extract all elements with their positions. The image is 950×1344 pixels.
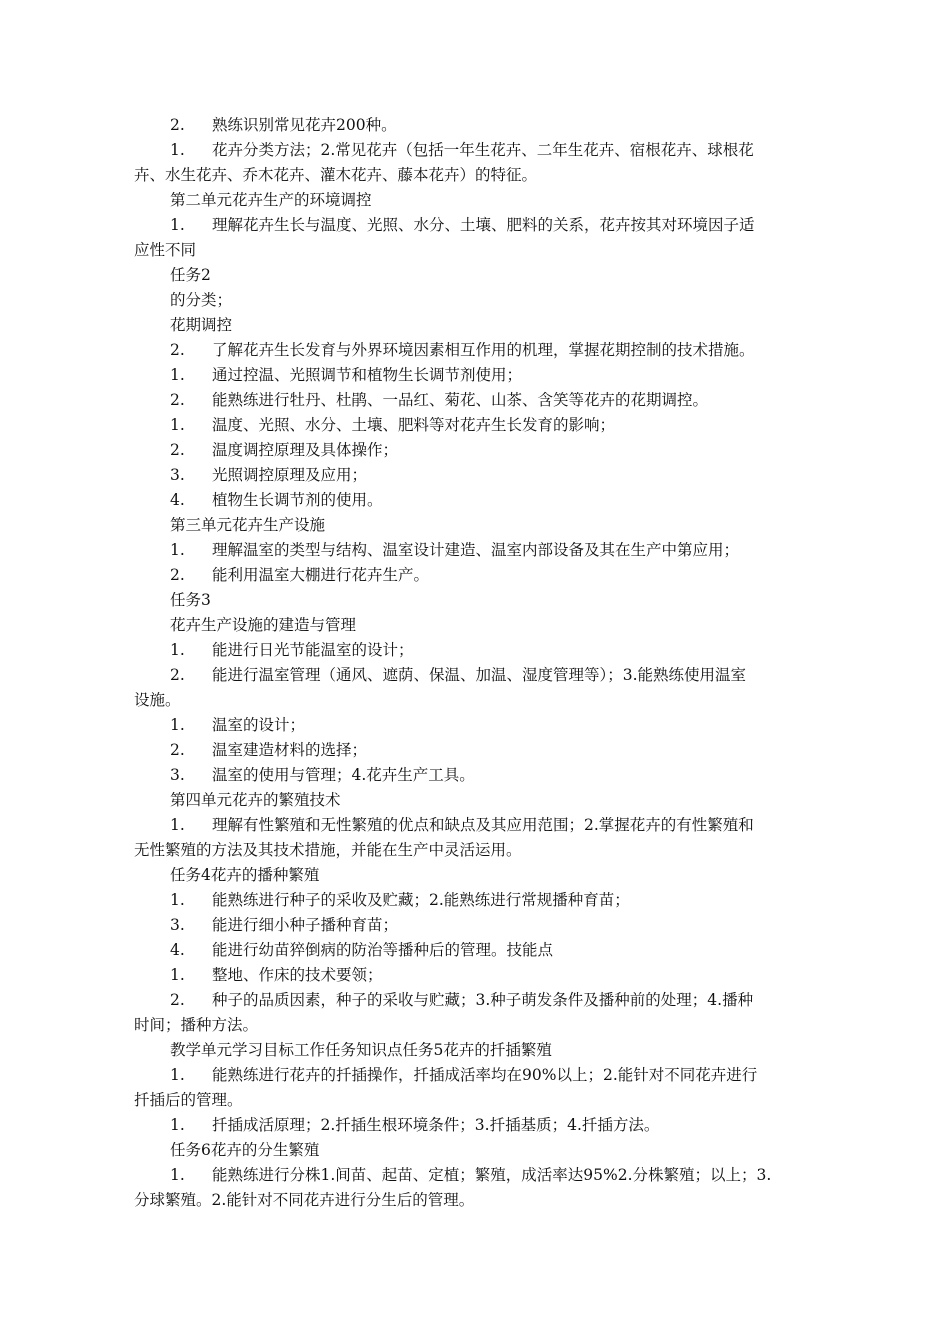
item-text: 理解有性繁殖和无性繁殖的优点和缺点及其应用范围；2.掌握花卉的有性繁殖和 bbox=[212, 816, 754, 834]
item-text: 熟练识别常见花卉200种。 bbox=[212, 116, 397, 134]
item-number: 3. bbox=[170, 466, 185, 484]
task-title bbox=[134, 1038, 860, 1062]
list-item bbox=[134, 438, 860, 462]
list-item bbox=[134, 813, 860, 837]
item-number: 1. bbox=[170, 141, 185, 159]
item-text: 温室建造材料的选择； bbox=[212, 741, 368, 759]
list-item bbox=[134, 1113, 860, 1137]
continuation-line bbox=[134, 688, 824, 712]
line-text: 设施。 bbox=[134, 691, 181, 709]
line-text: 教学单元学习目标工作任务知识点任务5花卉的扦插繁殖 bbox=[170, 1041, 552, 1059]
list-item bbox=[134, 738, 860, 762]
item-text: 温室的使用与管理；4.花卉生产工具。 bbox=[212, 766, 475, 784]
item-number: 4. bbox=[170, 941, 185, 959]
list-item bbox=[134, 938, 860, 962]
item-number: 2. bbox=[170, 441, 185, 459]
item-number: 1. bbox=[170, 216, 185, 234]
task-label bbox=[134, 263, 860, 287]
item-text: 能进行细小种子播种育苗； bbox=[212, 916, 399, 934]
item-text: 理解温室的类型与结构、温室设计建造、温室内部设备及其在生产中第应用； bbox=[212, 541, 740, 559]
item-number: 1. bbox=[170, 1116, 185, 1134]
list-item bbox=[134, 713, 860, 737]
line-text: 的分类； bbox=[170, 291, 233, 309]
item-text: 了解花卉生长发育与外界环境因素相互作用的机理，掌握花期控制的技术措施。 bbox=[212, 341, 755, 359]
item-number: 3. bbox=[170, 916, 185, 934]
line-text: 任务4花卉的播种繁殖 bbox=[170, 866, 320, 884]
list-item bbox=[134, 1063, 860, 1087]
section-heading bbox=[134, 513, 860, 537]
continuation-line bbox=[134, 163, 824, 187]
line-text: 任务3 bbox=[170, 591, 211, 609]
item-number: 2. bbox=[170, 341, 185, 359]
line-text: 分球繁殖。2.能针对不同花卉进行分生后的管理。 bbox=[134, 1191, 475, 1209]
item-text: 能熟练进行种子的采收及贮藏；2.能熟练进行常规播种育苗； bbox=[212, 891, 630, 909]
item-number: 1. bbox=[170, 816, 185, 834]
line-text: 时间；播种方法。 bbox=[134, 1016, 259, 1034]
item-text: 温度、光照、水分、土壤、肥料等对花卉生长发育的影响； bbox=[212, 416, 616, 434]
line-text: 花期调控 bbox=[170, 316, 233, 334]
continuation-line bbox=[134, 1013, 824, 1037]
list-item bbox=[134, 763, 860, 787]
item-text: 能进行幼苗猝倒病的防治等播种后的管理。技能点 bbox=[212, 941, 554, 959]
list-item bbox=[134, 1163, 860, 1187]
item-text: 能进行温室管理（通风、遮荫、保温、加温、湿度管理等）；3.能熟练使用温室 bbox=[212, 666, 747, 684]
item-number: 2. bbox=[170, 991, 185, 1009]
task-title bbox=[134, 613, 860, 637]
line-text: 无性繁殖的方法及其技术措施，并能在生产中灵活运用。 bbox=[134, 841, 522, 859]
item-text: 温室的设计； bbox=[212, 716, 306, 734]
section-heading bbox=[134, 788, 860, 812]
section-heading bbox=[134, 188, 860, 212]
item-text: 整地、作床的技术要领； bbox=[212, 966, 383, 984]
list-item bbox=[134, 963, 860, 987]
list-item bbox=[134, 638, 860, 662]
item-text: 通过控温、光照调节和植物生长调节剂使用； bbox=[212, 366, 523, 384]
item-number: 3. bbox=[170, 766, 185, 784]
list-item bbox=[134, 388, 860, 412]
item-text: 温度调控原理及具体操作； bbox=[212, 441, 399, 459]
item-text: 能利用温室大棚进行花卉生产。 bbox=[212, 566, 430, 584]
text-line bbox=[134, 288, 860, 312]
item-text: 植物生长调节剂的使用。 bbox=[212, 491, 383, 509]
item-text: 能熟练进行花卉的扦插操作，扦插成活率均在90%以上；2.能针对不同花卉进行 bbox=[212, 1066, 758, 1084]
line-text: 任务2 bbox=[170, 266, 211, 284]
line-text: 任务6花卉的分生繁殖 bbox=[170, 1141, 320, 1159]
item-number: 1. bbox=[170, 716, 185, 734]
item-text: 能熟练进行牡丹、杜鹃、一品红、菊花、山茶、含笑等花卉的花期调控。 bbox=[212, 391, 709, 409]
task-title bbox=[134, 1138, 860, 1162]
list-item bbox=[134, 363, 860, 387]
item-number: 1. bbox=[170, 366, 185, 384]
list-item bbox=[134, 888, 860, 912]
item-number: 4. bbox=[170, 491, 185, 509]
list-item bbox=[134, 338, 860, 362]
item-number: 2. bbox=[170, 666, 185, 684]
item-number: 1. bbox=[170, 416, 185, 434]
item-text: 能熟练进行分株1.间苗、起苗、定植；繁殖，成活率达95%2.分株繁殖；以上；3. bbox=[212, 1166, 772, 1184]
list-item bbox=[134, 913, 860, 937]
item-number: 2. bbox=[170, 116, 185, 134]
task-title bbox=[134, 313, 860, 337]
item-text: 扦插成活原理；2.扦插生根环境条件；3.扦插基质；4.扦插方法。 bbox=[212, 1116, 660, 1134]
item-number: 1. bbox=[170, 641, 185, 659]
item-number: 2. bbox=[170, 566, 185, 584]
line-text: 扦插后的管理。 bbox=[134, 1091, 243, 1109]
item-number: 1. bbox=[170, 541, 185, 559]
continuation-line bbox=[134, 1088, 824, 1112]
list-item bbox=[134, 213, 860, 237]
heading-text: 第四单元花卉的繁殖技术 bbox=[170, 791, 341, 809]
line-text: 卉、水生花卉、乔木花卉、灌木花卉、藤本花卉）的特征。 bbox=[134, 166, 538, 184]
item-text: 光照调控原理及应用； bbox=[212, 466, 368, 484]
list-item bbox=[134, 413, 860, 437]
item-number: 1. bbox=[170, 891, 185, 909]
item-number: 1. bbox=[170, 1166, 185, 1184]
continuation-line bbox=[134, 238, 824, 262]
line-text: 花卉生产设施的建造与管理 bbox=[170, 616, 357, 634]
list-item bbox=[134, 663, 860, 687]
heading-text: 第三单元花卉生产设施 bbox=[170, 516, 326, 534]
list-item bbox=[134, 138, 860, 162]
list-item bbox=[134, 538, 860, 562]
heading-text: 第二单元花卉生产的环境调控 bbox=[170, 191, 372, 209]
continuation-line bbox=[134, 838, 824, 862]
list-item bbox=[134, 463, 860, 487]
item-text: 能进行日光节能温室的设计； bbox=[212, 641, 414, 659]
continuation-line bbox=[134, 1188, 824, 1212]
line-text: 应性不同 bbox=[134, 241, 197, 259]
item-text: 花卉分类方法；2.常见花卉（包括一年生花卉、二年生花卉、宿根花卉、球根花 bbox=[212, 141, 754, 159]
list-item bbox=[134, 563, 860, 587]
item-number: 1. bbox=[170, 1066, 185, 1084]
item-text: 理解花卉生长与温度、光照、水分、土壤、肥料的关系，花卉按其对环境因子适 bbox=[212, 216, 755, 234]
item-number: 2. bbox=[170, 741, 185, 759]
item-number: 2. bbox=[170, 391, 185, 409]
item-number: 1. bbox=[170, 966, 185, 984]
list-item bbox=[134, 488, 860, 512]
item-text: 种子的品质因素，种子的采收与贮藏；3.种子萌发条件及播种前的处理；4.播种 bbox=[212, 991, 754, 1009]
task-title bbox=[134, 863, 860, 887]
task-label bbox=[134, 588, 860, 612]
list-item bbox=[134, 988, 860, 1012]
list-item bbox=[134, 113, 860, 137]
